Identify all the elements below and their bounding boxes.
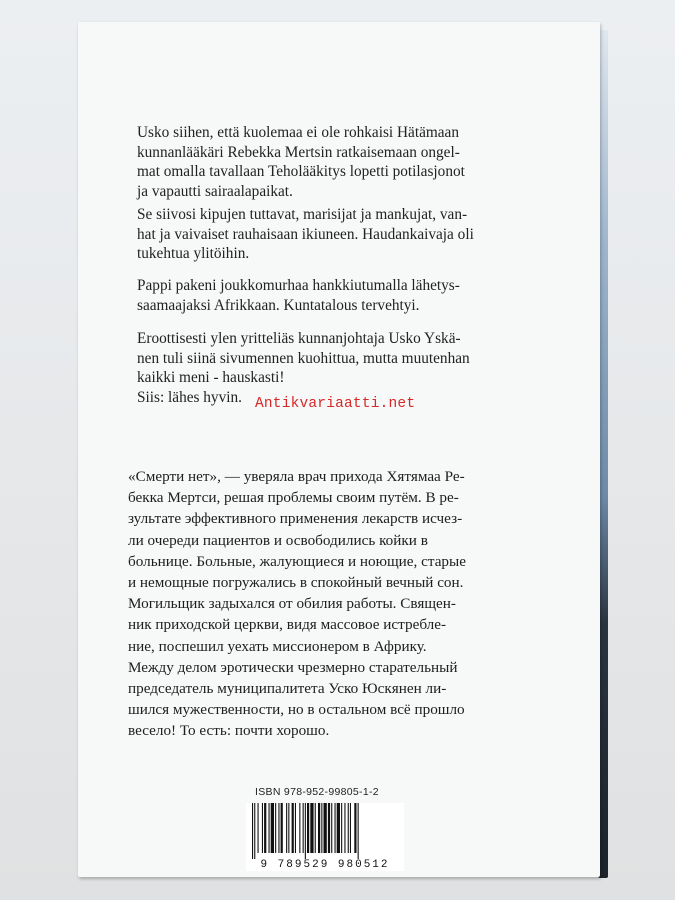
barcode-bar	[331, 803, 332, 853]
barcode-bar	[321, 803, 322, 853]
barcode-bar	[252, 803, 253, 859]
barcode-bar	[305, 803, 306, 859]
barcode-bar	[292, 803, 294, 853]
isbn-barcode	[246, 803, 404, 871]
finnish-paragraph-1: Usko siihen, että kuolemaa ei ole rohkaisi Hätämaan kunnanlääkäri Rebekka Mertsin ratkaisemaan ongel- mat omalla tavallaan Teholääkitys lopetti potilasjonot ja vapautti sairaalapaikat.	[137, 124, 465, 200]
barcode-bar	[324, 803, 327, 853]
barcode-bar	[315, 803, 316, 853]
barcode-bar	[281, 803, 283, 853]
barcode-bar	[354, 803, 356, 853]
barcode-bar	[254, 803, 255, 859]
barcode-bar	[337, 803, 340, 853]
barcode-bar	[262, 803, 263, 853]
finnish-paragraph-2: Se siivosi kipujen tuttavat, marisijat ja mankujat, van- hat ja vaivaiset rauhaisaan ikiuneen. Haudankaivaja oli tukehtua ylitöihin.	[137, 206, 474, 262]
barcode-bar	[271, 803, 274, 853]
finnish-paragraph-4: Eroottisesti ylen yritteliäs kunnanjohtaja Usko Yskä- nen tuli siinä sivumennen kuohittua, mutta muutenhan kaikki meni - hauskasti! Siis: lähes hyvin.	[137, 330, 470, 406]
barcode-digits: 9 789529 980512	[260, 859, 390, 871]
barcode-bar	[258, 803, 259, 853]
barcode-bar	[303, 803, 304, 853]
barcode-bar	[328, 803, 330, 853]
finnish-paragraph-3: Pappi pakeni joukkomurhaa hankkiutumalla lähetys- saamaajaksi Afrikkaan. Kuntatalous tervehtyi.	[137, 277, 460, 314]
isbn-label: ISBN 978-952-99805-1-2	[255, 786, 379, 798]
barcode-bar	[278, 803, 279, 853]
barcode-bar	[269, 803, 270, 853]
barcode-bar	[288, 803, 289, 853]
barcode-bar	[275, 803, 276, 853]
barcode-bar	[350, 803, 351, 853]
barcode-bar	[310, 803, 313, 853]
barcode-bar	[344, 803, 345, 853]
barcode-bar	[299, 803, 300, 853]
seller-watermark: Antikvariaatti.net	[255, 396, 416, 412]
barcode-bar	[358, 803, 359, 859]
barcode-bars	[252, 803, 398, 859]
barcode-bar	[295, 803, 296, 853]
barcode-bar	[307, 803, 309, 853]
barcode-bar	[335, 803, 336, 853]
barcode-bar	[318, 803, 320, 853]
barcode-bar	[286, 803, 287, 853]
barcode-bar	[264, 803, 266, 853]
barcode-bar	[341, 803, 342, 853]
barcode-bar	[348, 803, 349, 853]
russian-blurb: «Смерти нет», — уверяла врач прихода Хятямаа Ре- бекка Мертси, решая проблемы своим путём. В ре- зультате эффективного применения лекарств исчез- ли очереди пациентов и освободились койки в больнице. Больные, жалующиеся и ноющие, старые и немощные погружались в спокойный вечный сон. Могильщик задыхался от обилия работы. Священ- ник приходской церкви, видя массовое истребле- ние, поспешил уехать миссионером в Африку. Между делом эротически чрезмерно старательный председатель муниципалитета Уско Юскянен ли- шился мужественности, но в остальном всё прошло весело! То есть: почти хорошо.	[128, 468, 466, 740]
